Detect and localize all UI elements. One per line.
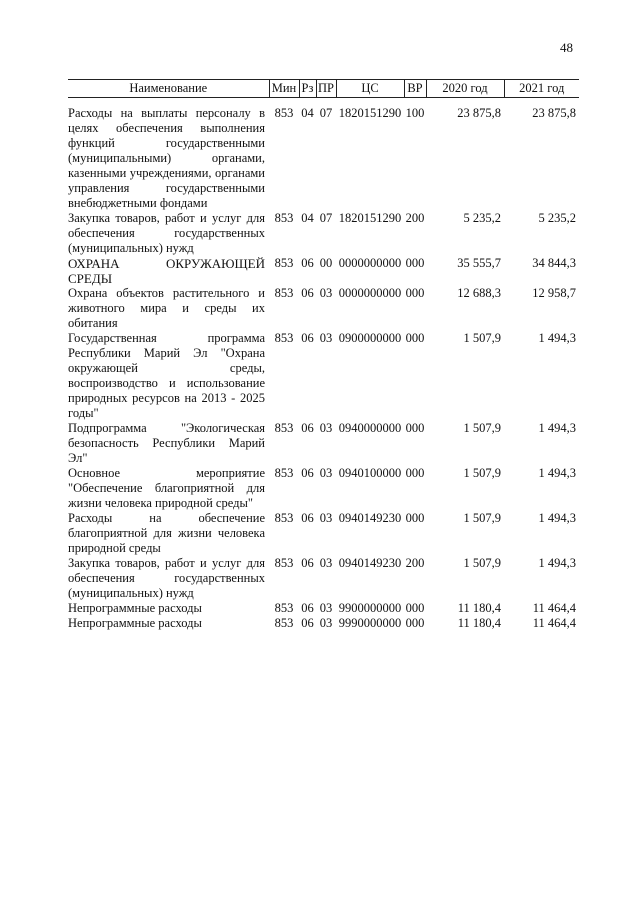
row-min: 853 (274, 616, 294, 630)
row-vr: 200 (405, 211, 425, 225)
header-2020: 2020 год (426, 80, 504, 98)
row-2020: 12 688,3 (457, 286, 501, 300)
row-vr: 000 (405, 616, 425, 630)
row-vr: 200 (405, 556, 425, 570)
header-name: Наименование (68, 80, 269, 98)
row-name: Государственная программа Республики Марий Эл "Охрана окружающей среды, воспроизводство и использование природных ресурсов на 2013 - 2025 годы" (68, 331, 265, 420)
row-vr: 000 (405, 286, 425, 300)
row-pr: 07 (319, 211, 333, 225)
row-vr: 000 (405, 511, 425, 525)
row-2021: 23 875,8 (532, 106, 576, 120)
row-min: 853 (274, 286, 294, 300)
row-name: Основное мероприятие "Обеспечение благоприятной для жизни человека природной среды" (68, 466, 265, 510)
row-name: Закупка товаров, работ и услуг для обеспечения государственных (муниципальных) нужд (68, 556, 265, 600)
row-2020: 23 875,8 (457, 106, 501, 120)
row-cs: 0940149230 (338, 511, 402, 525)
row-rz: 06 (301, 466, 314, 480)
row-pr: 03 (319, 331, 333, 345)
row-name: Расходы на обеспечение благоприятной для жизни человека природной среды (68, 511, 265, 555)
row-rz: 06 (301, 286, 314, 300)
row-2020: 11 180,4 (457, 601, 501, 615)
row-cs: 1820151290 (338, 211, 402, 225)
row-cs: 0940100000 (338, 466, 402, 480)
table-row (68, 286, 579, 331)
row-pr: 03 (319, 286, 333, 300)
row-2021: 5 235,2 (538, 211, 576, 225)
row-rz: 06 (301, 421, 314, 435)
row-2020: 1 507,9 (463, 511, 501, 525)
row-rz: 06 (301, 616, 314, 630)
row-cs: 0000000000 (338, 286, 402, 300)
row-name: Расходы на выплаты персоналу в целях обеспечения выполнения функций государственными (муниципальными) органами, казенными учреждениями, органами управления государственными внебюджетными фондами (68, 106, 265, 210)
table-row (68, 601, 579, 616)
row-vr: 000 (405, 421, 425, 435)
row-name: Закупка товаров, работ и услуг для обеспечения государственных (муниципальных) нужд (68, 211, 265, 255)
budget-table (68, 79, 579, 631)
row-2021: 1 494,3 (538, 556, 576, 570)
table-header (68, 80, 579, 98)
header-cs: ЦС (336, 80, 404, 98)
row-2021: 1 494,3 (538, 421, 576, 435)
row-pr: 03 (319, 511, 333, 525)
row-pr: 03 (319, 616, 333, 630)
row-rz: 06 (301, 256, 314, 270)
row-2021: 34 844,3 (532, 256, 576, 270)
table-row (68, 256, 579, 286)
table-row (68, 616, 579, 631)
header-2021: 2021 год (504, 80, 579, 98)
row-name: Непрограммные расходы (68, 616, 202, 630)
row-min: 853 (274, 256, 294, 270)
page-number: 48 (560, 40, 573, 55)
row-vr: 000 (405, 256, 425, 270)
row-pr: 07 (319, 106, 333, 120)
row-rz: 04 (301, 211, 314, 225)
row-rz: 06 (301, 601, 314, 615)
row-min: 853 (274, 511, 294, 525)
row-pr: 03 (319, 556, 333, 570)
row-2020: 1 507,9 (463, 421, 501, 435)
row-name: Подпрограмма "Экологическая безопасность Республики Марий Эл" (68, 421, 265, 465)
row-min: 853 (274, 421, 294, 435)
row-min: 853 (274, 106, 294, 120)
row-2020: 11 180,4 (457, 616, 501, 630)
row-vr: 100 (405, 106, 425, 120)
row-min: 853 (274, 211, 294, 225)
row-cs: 0940000000 (338, 421, 402, 435)
row-cs: 0000000000 (338, 256, 402, 270)
row-min: 853 (274, 331, 294, 345)
row-rz: 06 (301, 556, 314, 570)
header-vr: ВР (404, 80, 426, 98)
table-row (68, 211, 579, 256)
row-2020: 1 507,9 (463, 466, 501, 480)
row-pr: 00 (319, 256, 333, 270)
table-row (68, 331, 579, 421)
row-cs: 1820151290 (338, 106, 402, 120)
row-2021: 12 958,7 (532, 286, 576, 300)
row-cs: 0900000000 (338, 331, 402, 345)
table-row (68, 98, 579, 212)
row-vr: 000 (405, 331, 425, 345)
header-rz: Рз (299, 80, 316, 98)
row-vr: 000 (405, 601, 425, 615)
header-pr: ПР (316, 80, 336, 98)
row-min: 853 (274, 556, 294, 570)
row-vr: 000 (405, 466, 425, 480)
row-cs: 9990000000 (338, 616, 402, 630)
table-row (68, 556, 579, 601)
header-row (68, 80, 579, 98)
row-pr: 03 (319, 421, 333, 435)
table-row (68, 421, 579, 466)
row-2020: 1 507,9 (463, 556, 501, 570)
row-2021: 11 464,4 (532, 616, 576, 630)
table-row (68, 511, 579, 556)
row-name: Непрограммные расходы (68, 601, 202, 615)
header-min: Мин (269, 80, 299, 98)
row-cs: 0940149230 (338, 556, 402, 570)
row-rz: 06 (301, 331, 314, 345)
row-pr: 03 (319, 466, 333, 480)
row-min: 853 (274, 466, 294, 480)
row-2020: 35 555,7 (457, 256, 501, 270)
row-pr: 03 (319, 601, 333, 615)
row-cs: 9900000000 (338, 601, 402, 615)
row-name: Охрана объектов растительного и животного мира и среды их обитания (68, 286, 265, 330)
row-name: ОХРАНА ОКРУЖАЮЩЕЙ СРЕДЫ (68, 256, 265, 286)
table-body (68, 98, 579, 632)
row-2021: 1 494,3 (538, 466, 576, 480)
row-min: 853 (274, 601, 294, 615)
row-rz: 06 (301, 511, 314, 525)
table-row (68, 466, 579, 511)
row-2020: 5 235,2 (463, 211, 501, 225)
row-rz: 04 (301, 106, 314, 120)
row-2021: 1 494,3 (538, 511, 576, 525)
row-2020: 1 507,9 (463, 331, 501, 345)
row-2021: 11 464,4 (532, 601, 576, 615)
row-2021: 1 494,3 (538, 331, 576, 345)
